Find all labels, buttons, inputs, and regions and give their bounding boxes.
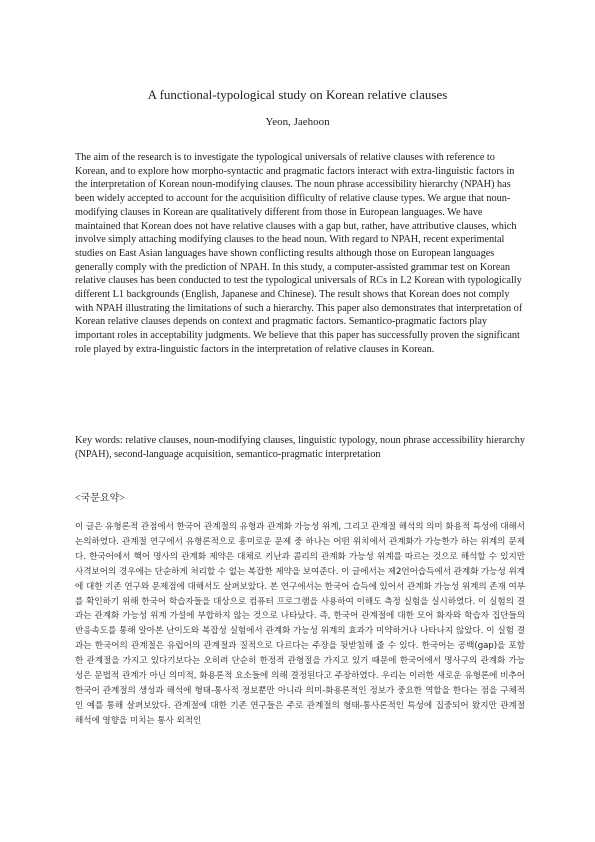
paper-title: A functional-typological study on Korean relative clauses <box>147 87 448 102</box>
korean-abstract-heading: <국문요약> <box>75 493 125 504</box>
korean-abstract: 이 글은 유형론적 관점에서 한국어 관계절의 유형과 관계화 가능성 위계, 그리고 관계절 해석의 의미 화용적 특성에 대해서 논의하였다. 관계절 연구에서 유형론적으로 흥미로운 문제 중 하나는 어떤 위치에서 관계화가 가능한가 하는 위계의 문제다. 한국어에서 핵어 명사의 관계화 제약은 대체로 키난과 콤리의 관계화 가능성 위계를 따르는 것으로 해석할 수 있지만 사격보어의 경우에는 단순하게 처리할 수 없는 복잡한 제약을 보여준다. 이 글에서는 제2언어습득에서 관계화 가능성 위계에 대한 기존 연구와 문제점에 대해서도 살펴보았다. 본 연구에서는 한국어 습득에 있어서 관계화 가능성 위계의 존재 여부를 확인하기 위해 한국어 학습자들을 대상으로 컴퓨터 프로그램을 사용하여 이해도 측정 실험을 실시하였다. 이 실험의 결과는 관계화 가능성 위계 가설에 부합하지 않는 것으로 나타났다. 즉, 한국어 관계절에 대한 모어 화자와 학습자 집단들의 반응속도를 통해 알아본 난이도와 복잡성 실험에서 관계화 가능성 위계의 효과가 미약하거나 나타나지 않았다. 이 실험 결과는 한국어의 관계절은 유럽어의 관계절과 질적으로 다르다는 주장을 뒷받침해 줄 수 있다. 한국어는 공백(gap)을 포함한 관계절을 가지고 있다기보다는 오히려 단순히 한정적 관형절을 가지고 있기 때문에 한국어에서 명사구의 관계화 가능성은 문법적 관계가 아닌 의미적, 화용론적 요소들에 의해 결정된다고 주장하였다. 우리는 이러한 새로운 유형론에 비추어 한국어 관계절의 생성과 해석에 형태-통사적 정보뿐만 아니라 의미-화용론적인 정보가 중요한 역할을 한다는 점을 구체적인 예를 통해 살펴보았다. 관계절에 대한 기존 연구들은 주로 관계절의 형태-통사론적인 특성에 집중되어 왔지만 관계절 해석에 영향을 미치는 통사 외적인 <box>75 522 525 726</box>
paper-author: Yeon, Jaehoon <box>265 116 330 128</box>
keywords-paragraph: Key words: relative clauses, noun-modifying clauses, linguistic typology, noun phrase accessibility hierarchy (NPAH), second-language acquisition, semantico-pragmatic interpretation <box>75 435 525 460</box>
english-abstract: The aim of the research is to investigate the typological universals of relative clauses with reference to Korean, and to explore how morpho-syntactic and pragmatic factors interact with extra-linguistic factors in the interpretation of Korean noun-modifying clauses. The noun phrase accessibility hierarchy (NPAH) has been widely accepted to account for the acquisition difficulty of relative clause types. We argue that noun-modifying clauses in Korean are qualitatively different from those in European languages. We have maintained that Korean does not have relative clauses with a gap but, rather, have attributive clauses, which involve simply attaching modifying clauses to the head noun. With regard to NPAH, recent experimental studies on East Asian languages have shown conflicting results although those on European languages generally comply with the prediction of NPAH. In this study, a computer-assisted grammar test on Korean relative clauses has been conducted to test the typological universals of RCs in L2 Korean with typologically different L1 backgrounds (English, Japanese and Chinese). The result shows that Korean does not comply with NPAH illustrating the limitations of such a hierarchy. This paper also demonstrates that interpretation of Korean relative clauses depends on context and pragmatic factors. Semantico-pragmatic factors play important roles in acceptability judgments. We believe that this paper has successfully proven the significant role played by extra-linguistic factors in the interpretation of relative clauses in Korean. <box>75 152 523 355</box>
